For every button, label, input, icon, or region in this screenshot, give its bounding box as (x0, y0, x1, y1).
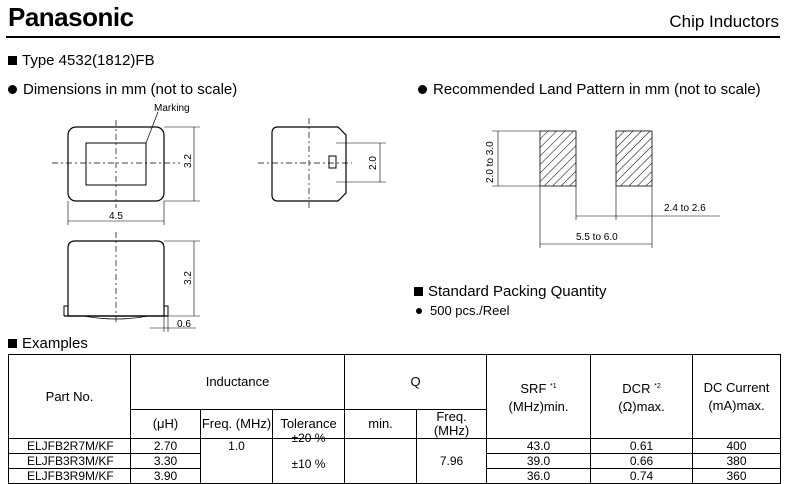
header-dc-unit: (mA)max. (708, 397, 765, 413)
front-view-drawing (64, 232, 200, 332)
land-pattern-drawing (492, 131, 720, 248)
examples-heading (8, 335, 88, 352)
marking-label: Marking (154, 103, 190, 114)
header-srf-label: SRF (520, 380, 547, 396)
part-number: ELJFB3R3M/KF (9, 454, 131, 469)
packing-heading (414, 283, 606, 300)
square-bullet-icon (8, 339, 17, 348)
square-bullet-icon (414, 287, 423, 296)
dcr-value: 0.61 (591, 439, 693, 454)
width-dimension: 4.5 (109, 211, 123, 222)
q-min-cell (345, 439, 417, 484)
examples-heading-text: Examples (22, 335, 88, 352)
header-srf-note: *1 (550, 382, 557, 390)
header-tolerance: Tolerance (273, 410, 345, 439)
packing-quantity (416, 303, 510, 318)
packing-quantity-text: 500 pcs./Reel (430, 303, 510, 318)
packing-heading-text: Standard Packing Quantity (428, 283, 607, 300)
dimensions-heading-text: Dimensions in mm (not to scale) (23, 81, 238, 98)
round-bullet-icon (416, 308, 422, 314)
tolerance-cell (273, 431, 345, 484)
side-height-dimension: 2.0 (368, 156, 379, 170)
table-row (9, 439, 781, 454)
srf-value: 43.0 (487, 439, 591, 454)
header-dcr-note: *2 (654, 382, 661, 390)
terminal-dimension: 0.6 (177, 319, 191, 330)
header-srf (487, 355, 591, 439)
header-inductance: Inductance (131, 355, 345, 410)
srf-value: 39.0 (487, 454, 591, 469)
tolerance-bottom: ±10 % (291, 457, 326, 471)
header-dc-current (693, 355, 781, 439)
type-heading-text: Type 4532(1812)FB (22, 52, 155, 69)
brand-logo: Panasonic (8, 2, 134, 32)
header-dcr (591, 355, 693, 439)
header-q: Q (345, 355, 487, 410)
inductance-freq: 1.0 (201, 439, 273, 484)
header-dcr-label: DCR (622, 380, 651, 396)
dcr-value: 0.66 (591, 454, 693, 469)
land-pattern-heading-text: Recommended Land Pattern in mm (not to scale) (433, 81, 761, 98)
document-title: Chip Inductors (669, 12, 779, 31)
overall-dimension: 5.5 to 6.0 (576, 232, 618, 243)
part-number: ELJFB3R9M/KF (9, 469, 131, 484)
header-uh: (μH) (131, 410, 201, 439)
dc-current-value: 380 (693, 454, 781, 469)
srf-value: 36.0 (487, 469, 591, 484)
front-height-dimension: 3.2 (183, 271, 194, 285)
dc-current-value: 400 (693, 439, 781, 454)
examples-table (8, 354, 781, 484)
side-view-drawing (258, 118, 386, 208)
header-dcr-unit: (Ω)max. (618, 398, 665, 414)
inductance-value: 3.90 (131, 469, 201, 484)
dc-current-value: 360 (693, 469, 781, 484)
header-min: min. (345, 410, 417, 439)
q-freq-value: 7.96 (417, 439, 487, 484)
header-part-no: Part No. (9, 355, 131, 439)
top-height-dimension: 3.2 (183, 154, 194, 168)
header-q-freq: Freq. (MHz) (417, 410, 487, 439)
inductance-value: 2.70 (131, 439, 201, 454)
top-view-drawing (52, 112, 200, 225)
dcr-value: 0.74 (591, 469, 693, 484)
header-srf-unit: (MHz)min. (508, 398, 569, 414)
part-number: ELJFB2R7M/KF (9, 439, 131, 454)
header-dc-label: DC Current (703, 379, 770, 395)
inductance-value: 3.30 (131, 454, 201, 469)
header-freq: Freq. (MHz) (201, 410, 273, 439)
pad-height-dimension: 2.0 to 3.0 (485, 141, 496, 183)
tolerance-top: ±20 % (291, 431, 326, 445)
gap-dimension: 2.4 to 2.6 (664, 203, 706, 214)
